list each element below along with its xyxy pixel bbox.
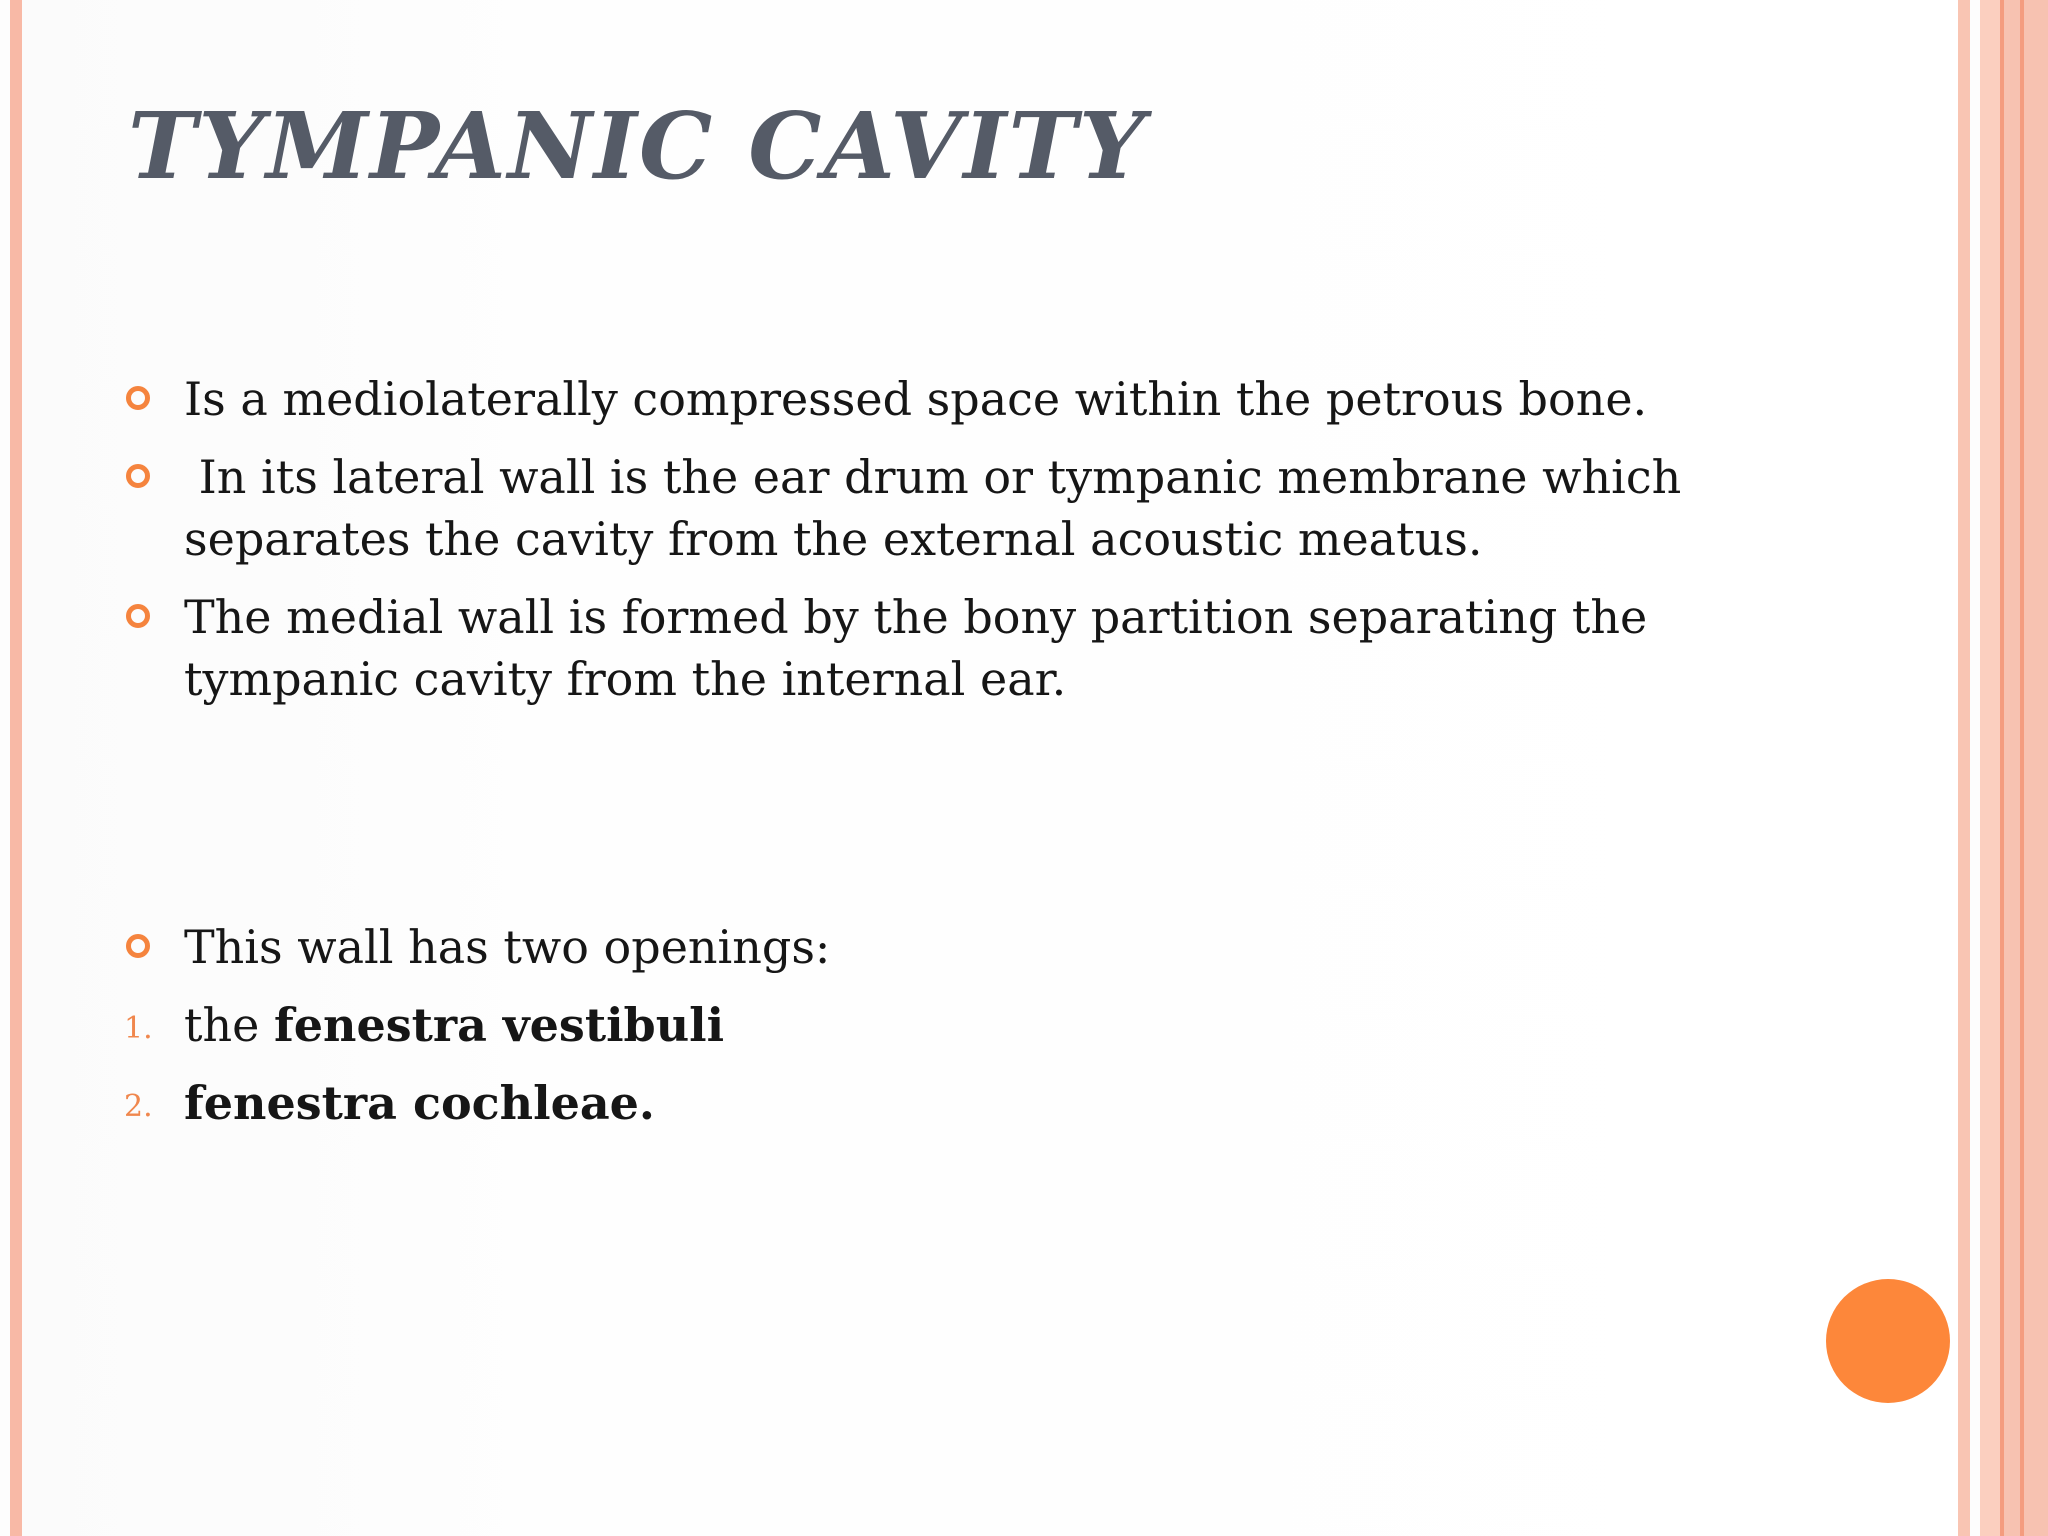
right-border-stripe [1980,0,2000,1536]
bullet-text: The medial wall is formed by the bony partition separating the tympanic cavity from the internal ear. [184,590,1648,706]
bullet-item [118,446,1758,570]
right-border-stripe [2000,0,2048,1536]
right-border-stripe [1958,0,1970,1536]
numbered-item [118,994,1758,1056]
ring-bullet-icon [126,604,150,628]
numbered-bold-text: fenestra cochleae. [184,1076,655,1130]
bullet-item [118,368,1758,430]
ring-bullet-icon [126,464,150,488]
list-number: 2. [124,1089,153,1124]
bullet-item [118,586,1758,710]
numbered-item [118,1072,1758,1134]
orange-circle-decoration [1826,1279,1950,1403]
numbered-bold-text: fenestra vestibuli [273,998,725,1052]
bullet-text: Is a mediolaterally compressed space within the petrous bone. [184,372,1648,426]
ring-bullet-icon [126,386,150,410]
spacer [118,726,1758,916]
bullet-text: In its lateral wall is the ear drum or tympanic membrane which separates the cavity from the external acoustic meatus. [184,450,1696,566]
list-number: 1. [124,1011,153,1046]
bullet-item [118,916,1758,978]
slide-title: TYMPANIC CAVITY [128,92,1147,200]
bullet-list [118,368,1758,1150]
numbered-prefix: the [184,998,274,1052]
right-border-line [2020,0,2024,1536]
bullet-text: This wall has two openings: [184,920,831,974]
ring-bullet-icon [126,934,150,958]
